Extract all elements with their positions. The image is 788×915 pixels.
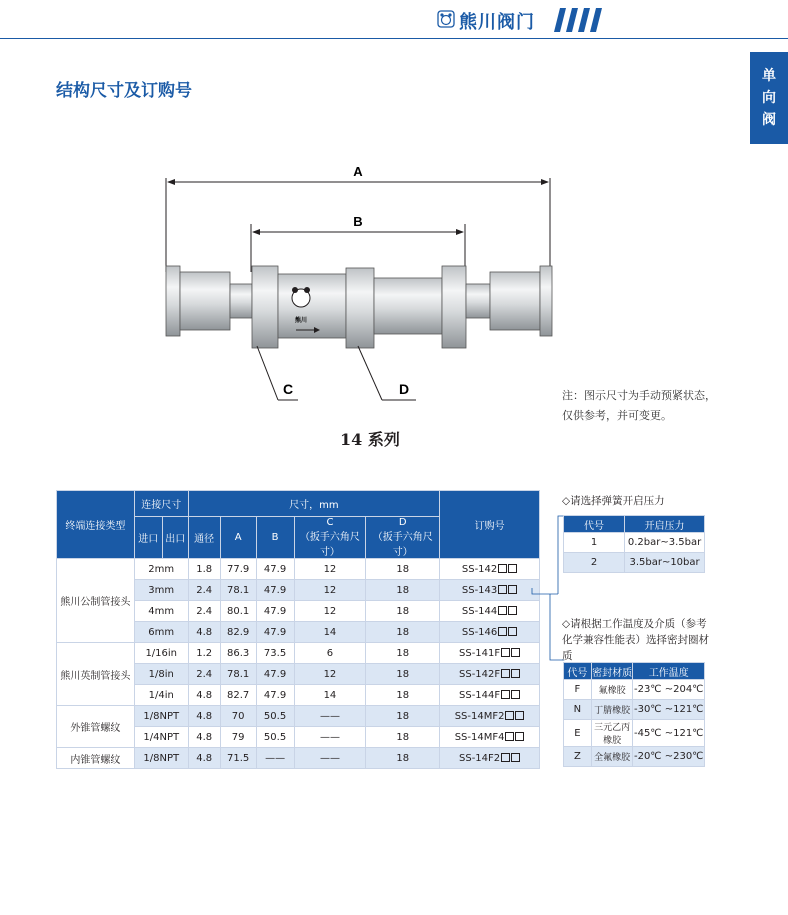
dimension-note: 注：图示尺寸为手动预紧状态，仅供参考，并可变更。 xyxy=(562,389,716,422)
bore-cell: 4.8 xyxy=(188,727,220,748)
spring-note: ◇请选择弹簧开启压力 xyxy=(562,495,665,507)
bore-cell: 1.8 xyxy=(188,559,220,580)
side-tab xyxy=(750,52,788,144)
seal_panel-cell: 丁腈橡胶 xyxy=(591,700,633,720)
option-box xyxy=(498,627,507,636)
option-box xyxy=(501,753,510,762)
a-cell: 82.7 xyxy=(220,685,256,706)
b-cell: 47.9 xyxy=(256,685,294,706)
option-box xyxy=(498,585,507,594)
a-cell: 78.1 xyxy=(220,580,256,601)
seal_panel-cell: 三元乙丙橡胶 xyxy=(591,720,633,747)
a-cell: 77.9 xyxy=(220,559,256,580)
bore-cell: 2.4 xyxy=(188,580,220,601)
c-cell: —— xyxy=(294,706,366,727)
connection-type-cell: 熊川公制管接头 xyxy=(57,559,135,643)
size-cell: 1/8NPT xyxy=(134,706,188,727)
d-cell: 18 xyxy=(366,748,440,769)
c-cell: —— xyxy=(294,727,366,748)
dim-b-label: B xyxy=(353,214,363,229)
table-row xyxy=(564,700,705,720)
col-d-label: D xyxy=(398,517,407,528)
option-box xyxy=(501,648,510,657)
d-cell: 18 xyxy=(366,685,440,706)
bore-cell: 2.4 xyxy=(188,664,220,685)
a-cell: 80.1 xyxy=(220,601,256,622)
spring_panel-cell: 2 xyxy=(564,553,625,573)
dimension-table xyxy=(56,490,540,769)
table-row xyxy=(564,533,705,553)
size-cell: 6mm xyxy=(134,622,188,643)
a-cell: 78.1 xyxy=(220,664,256,685)
a-cell: 86.3 xyxy=(220,643,256,664)
seal_panel-cell: 全氟橡胶 xyxy=(591,747,633,767)
bear-logo-icon xyxy=(437,10,455,28)
col-conn-size: 连接尺寸 xyxy=(134,491,188,517)
b-cell: 50.5 xyxy=(256,727,294,748)
size-cell: 4mm xyxy=(134,601,188,622)
bore-cell: 4.8 xyxy=(188,622,220,643)
order-number-cell xyxy=(440,601,540,622)
table-row xyxy=(57,559,540,580)
dim-a-label: A xyxy=(353,164,363,179)
option-box xyxy=(515,711,524,720)
bore-cell: 4.8 xyxy=(188,748,220,769)
order-number-cell xyxy=(440,580,540,601)
a-cell: 82.9 xyxy=(220,622,256,643)
col-b: B xyxy=(256,517,294,559)
bore-cell: 1.2 xyxy=(188,643,220,664)
option-box xyxy=(511,690,520,699)
option-box xyxy=(505,732,514,741)
col-d xyxy=(366,517,440,559)
order-number: SS-14F2 xyxy=(459,752,501,764)
option-box xyxy=(515,732,524,741)
table-row xyxy=(57,748,540,769)
series-title: 14 系列 xyxy=(340,430,400,449)
seal_panel-cell: -45℃ ~121℃ xyxy=(633,720,705,747)
size-cell: 2mm xyxy=(134,559,188,580)
size-cell: 1/4in xyxy=(134,685,188,706)
b-cell: 47.9 xyxy=(256,580,294,601)
order-number-cell xyxy=(440,664,540,685)
col-order: 订购号 xyxy=(440,491,540,559)
d-cell: 18 xyxy=(366,643,440,664)
order-number: SS-144 xyxy=(461,605,498,617)
connection-type-cell: 外锥管螺纹 xyxy=(57,706,135,748)
option-box xyxy=(498,564,507,573)
bore-cell: 4.8 xyxy=(188,706,220,727)
order-number-cell xyxy=(440,748,540,769)
option-box xyxy=(511,753,520,762)
header-rule xyxy=(0,38,788,39)
side-tab-char: 阀 xyxy=(762,112,776,128)
dimension-table-body xyxy=(57,559,540,769)
spring_panel-cell: 0.2bar~3.5bar xyxy=(625,533,705,553)
seal_panel-cell: E xyxy=(564,720,592,747)
order-number: SS-142F xyxy=(459,668,501,680)
callout-d-label: D xyxy=(398,381,410,397)
order-number-cell xyxy=(440,643,540,664)
d-cell: 18 xyxy=(366,622,440,643)
c-cell: —— xyxy=(294,748,366,769)
seal-col-code: 代号 xyxy=(564,663,592,680)
table-row xyxy=(57,643,540,664)
d-cell: 18 xyxy=(366,727,440,748)
seal-material-table xyxy=(563,662,705,767)
option-box xyxy=(511,669,520,678)
col-inlet: 进口 xyxy=(134,517,162,559)
order-number: SS-14MF2 xyxy=(454,710,505,722)
col-type: 终端连接类型 xyxy=(57,491,135,559)
col-c-label: C xyxy=(326,517,334,528)
d-cell: 18 xyxy=(366,580,440,601)
seal-col-temp: 工作温度 xyxy=(633,663,705,680)
order-number-cell xyxy=(440,622,540,643)
option-box xyxy=(505,711,514,720)
table-row xyxy=(564,720,705,747)
option-box xyxy=(508,627,517,636)
seal-col-material: 密封材质 xyxy=(591,663,633,680)
order-number: SS-141F xyxy=(459,647,501,659)
d-cell: 18 xyxy=(366,706,440,727)
side-tab-char: 单 xyxy=(762,68,776,84)
bore-cell: 2.4 xyxy=(188,601,220,622)
order-number: SS-146 xyxy=(461,626,498,638)
b-cell: 50.5 xyxy=(256,706,294,727)
option-box xyxy=(511,648,520,657)
connection-type-cell: 熊川英制管接头 xyxy=(57,643,135,706)
valve-drawing xyxy=(150,160,570,410)
side-tab-char: 向 xyxy=(762,90,776,106)
order-number: SS-14MF4 xyxy=(454,731,505,743)
c-cell: 12 xyxy=(294,601,366,622)
option-box xyxy=(508,606,517,615)
col-dims: 尺寸，mm xyxy=(188,491,439,517)
table-row xyxy=(564,680,705,700)
order-number-cell xyxy=(440,685,540,706)
option-box xyxy=(508,564,517,573)
size-cell: 1/8in xyxy=(134,664,188,685)
col-d-sub: （扳手六角尺寸） xyxy=(372,532,433,558)
c-cell: 12 xyxy=(294,580,366,601)
section-title: 结构尺寸及订购号 xyxy=(56,81,192,101)
order-number: SS-142 xyxy=(461,563,498,575)
d-cell: 18 xyxy=(366,601,440,622)
connection-type-cell: 内锥管螺纹 xyxy=(57,748,135,769)
spring-pressure-table xyxy=(563,515,705,573)
seal_panel-cell: -20℃ ~230℃ xyxy=(633,747,705,767)
spring-col-pressure: 开启压力 xyxy=(625,516,705,533)
order-number: SS-143 xyxy=(461,584,498,596)
seal_panel-cell: -30℃ ~121℃ xyxy=(633,700,705,720)
size-cell: 1/4NPT xyxy=(134,727,188,748)
a-cell: 79 xyxy=(220,727,256,748)
col-a: A xyxy=(220,517,256,559)
bore-cell: 4.8 xyxy=(188,685,220,706)
order-number-cell xyxy=(440,706,540,727)
size-cell: 1/16in xyxy=(134,643,188,664)
seal_panel-cell: Z xyxy=(564,747,592,767)
b-cell: —— xyxy=(256,748,294,769)
d-cell: 18 xyxy=(366,664,440,685)
table-row xyxy=(564,747,705,767)
col-c xyxy=(294,517,366,559)
c-cell: 12 xyxy=(294,664,366,685)
order-number-cell xyxy=(440,727,540,748)
col-outlet: 出口 xyxy=(162,517,188,559)
table-row xyxy=(564,553,705,573)
brand-stripes xyxy=(546,8,616,32)
option-box xyxy=(501,690,510,699)
a-cell: 70 xyxy=(220,706,256,727)
c-cell: 6 xyxy=(294,643,366,664)
order-number-cell xyxy=(440,559,540,580)
table-row xyxy=(57,706,540,727)
option-box xyxy=(498,606,507,615)
b-cell: 73.5 xyxy=(256,643,294,664)
spring_panel-cell: 3.5bar~10bar xyxy=(625,553,705,573)
size-cell: 3mm xyxy=(134,580,188,601)
seal_panel-cell: N xyxy=(564,700,592,720)
b-cell: 47.9 xyxy=(256,559,294,580)
callout-c-label: C xyxy=(282,381,294,397)
c-cell: 14 xyxy=(294,622,366,643)
c-cell: 14 xyxy=(294,685,366,706)
seal_panel-cell: -23℃ ~204℃ xyxy=(633,680,705,700)
b-cell: 47.9 xyxy=(256,664,294,685)
d-cell: 18 xyxy=(366,559,440,580)
a-cell: 71.5 xyxy=(220,748,256,769)
b-cell: 47.9 xyxy=(256,601,294,622)
body-mark: 熊川 xyxy=(294,317,308,324)
b-cell: 47.9 xyxy=(256,622,294,643)
spring-col-code: 代号 xyxy=(564,516,625,533)
c-cell: 12 xyxy=(294,559,366,580)
seal-note: ◇请根据工作温度及介质（参考化学兼容性能表）选择密封圈材质 xyxy=(562,618,709,662)
option-box xyxy=(501,669,510,678)
seal_panel-cell: 氟橡胶 xyxy=(591,680,633,700)
seal_panel-cell: F xyxy=(564,680,592,700)
size-cell: 1/8NPT xyxy=(134,748,188,769)
order-number: SS-144F xyxy=(459,689,501,701)
col-bore: 通径 xyxy=(188,517,220,559)
col-c-sub: （扳手六角尺寸） xyxy=(299,532,360,558)
brand-name: 熊川阀门 xyxy=(459,12,535,33)
spring_panel-cell: 1 xyxy=(564,533,625,553)
option-box xyxy=(508,585,517,594)
